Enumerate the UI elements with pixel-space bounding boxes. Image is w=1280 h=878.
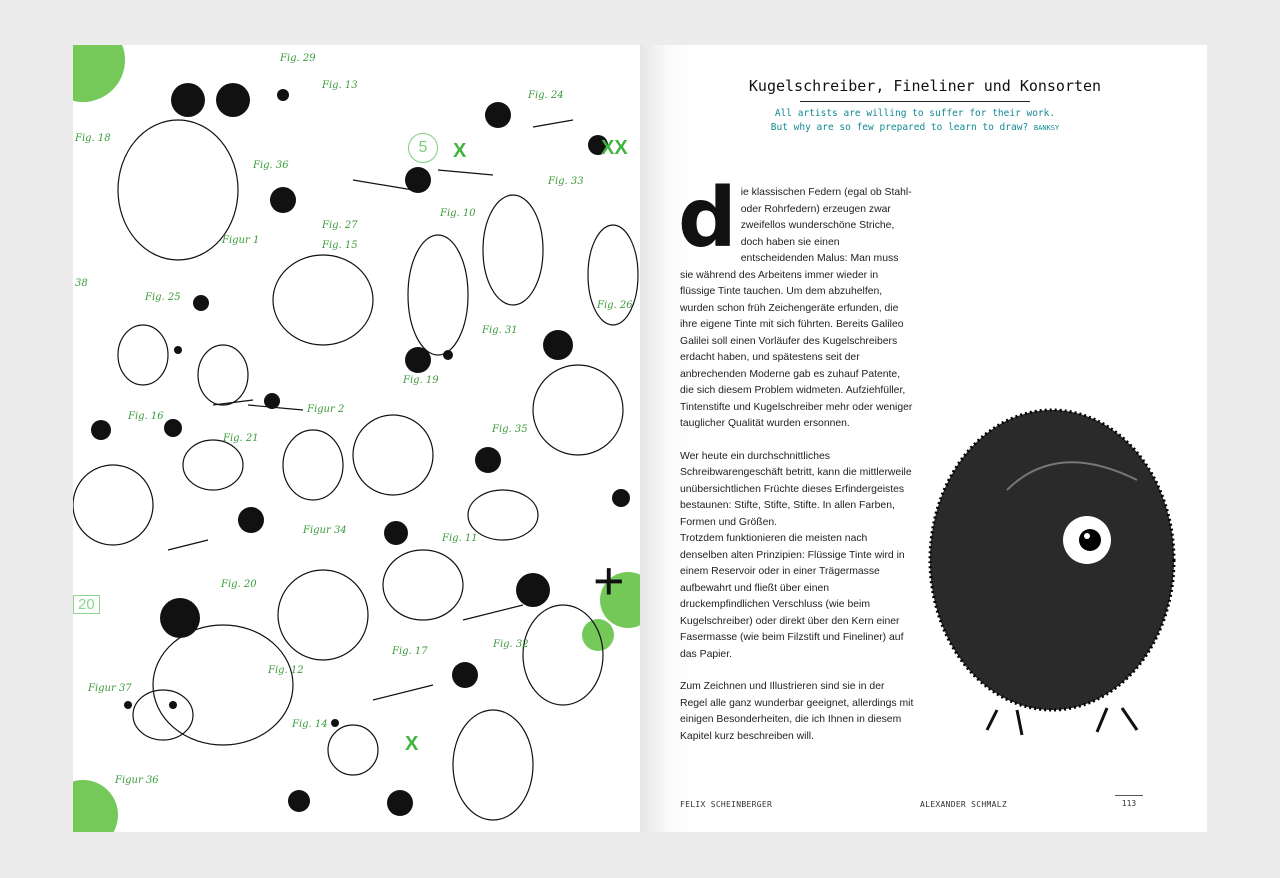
paragraph-1-rest: Malus: Man muss sie während des Arbeitens immer wieder in flüssige Tinte tauchen. Um dem abzuhelfen, wurden schon früh Zeichengeräte erfunden, die ihre eigene Tinte mit sich führten. Bereits Galileo Galilei soll einen Vorläufer des Kugelschreibers erdacht haben, und spätestens seit der anbrechenden Moderne gab es zuhauf Patente, die sich diesem Problem widmeten. Aufziehfüller, Tintenstifte und Kugelschreiber mehr oder weniger tauglicher Qualität wurden ersonnen. — [680, 253, 913, 429]
figure-label: Figur 36 — [115, 775, 159, 786]
epigraph — [720, 107, 1110, 135]
paragraph-2b: Trotzdem funktionieren die meisten nach denselben alten Prinzipien: Flüssige Tinte wird in einem Reservoir oder in einer Trägermasse aufbewahrt und fließt über einen druckempfindlichen Verschluss (wie beim Kugelschreiber) oder direkt über den Kern einer Fasermasse (wie beim Filzstift und Fineliner) auf das Papier. — [680, 533, 905, 660]
figure-label: Fig. 13 — [322, 80, 358, 91]
owl-drawing — [902, 380, 1202, 750]
quote-source: BANKSY — [1033, 124, 1060, 132]
quote-line-2: But why are so few prepared to learn to draw? — [770, 122, 1029, 133]
figure-label: Fig. 27 — [322, 220, 358, 231]
figure-label: Fig. 21 — [223, 433, 259, 444]
paragraph-1 — [678, 171, 914, 433]
footer-author-2: ALEXANDER SCHMALZ — [920, 800, 1007, 809]
figure-label: Fig. 20 — [221, 579, 257, 590]
drop-cap: d — [678, 171, 737, 266]
paragraph-1-lead: ie klassischen Federn (egal ob Stahl- oder Rohrfedern) erzeugen zwar zweifellos wunderschöne Striche, doch haben sie einen entscheidenden — [740, 187, 912, 264]
figure-label: Fig. 15 — [322, 240, 358, 251]
right-page — [640, 45, 1207, 832]
figure-label: Fig. 12 — [268, 665, 304, 676]
figure-label: Figur 1 — [222, 235, 260, 246]
figure-label: Fig. 10 — [440, 208, 476, 219]
quote-line-1: All artists are willing to suffer for their work. — [774, 108, 1056, 119]
left-page-illustration — [73, 45, 640, 832]
figure-label: Fig. 31 — [482, 325, 518, 336]
figure-label: 38 — [75, 278, 88, 289]
figure-label: Fig. 33 — [548, 176, 584, 187]
page-number: 113 — [1115, 795, 1143, 808]
figure-label: Figur 34 — [303, 525, 347, 536]
figure-label: Fig. 16 — [128, 411, 164, 422]
figure-label: Figur 2 — [307, 404, 345, 415]
stamp-mark: X — [405, 733, 419, 755]
paragraph-2a: Wer heute ein durchschnittliches Schreibwarengeschäft betritt, kann die mittlerweile unübersichtlichen Früchte dieses Erfindergeistes bestaunen: Stifte, Stifte, Stifte. In allen Farben, Formen und Größen. — [680, 450, 912, 528]
stamp-mark: X — [453, 140, 467, 162]
stamp-mark: 20 — [73, 595, 100, 614]
figure-label: Fig. 14 — [292, 719, 328, 730]
bird-sketches-illustration — [73, 45, 640, 832]
figure-label: Fig. 26 — [597, 300, 633, 311]
title-rule — [800, 101, 1030, 102]
body-text-column — [678, 171, 914, 745]
figure-label: Fig. 25 — [145, 292, 181, 303]
figure-label: Fig. 17 — [392, 646, 428, 657]
chapter-title: Kugelschreiber, Fineliner und Konsorten — [748, 77, 1102, 95]
figure-label: Fig. 32 — [493, 639, 529, 650]
figure-label: Fig. 35 — [492, 424, 528, 435]
paragraph-3: Zum Zeichnen und Illustrieren sind sie in der Regel alle ganz wunderbar geeignet, allerdings mit einigen Besonderheiten, die ich Ihnen in diesem Kapitel kurz beschreiben will. — [680, 681, 914, 742]
stamp-mark: 5 — [408, 133, 438, 163]
footer-author-1: FELIX SCHEINBERGER — [680, 800, 773, 809]
stamp-mark: XX — [601, 137, 628, 159]
figure-label: Fig. 19 — [403, 375, 439, 386]
figure-label: Fig. 18 — [75, 133, 111, 144]
figure-label: Fig. 29 — [280, 53, 316, 64]
plus-mark: + — [593, 551, 625, 611]
figure-label: Figur 37 — [88, 683, 132, 694]
figure-label: Fig. 11 — [442, 533, 478, 544]
figure-label: Fig. 36 — [253, 160, 289, 171]
figure-label: Fig. 24 — [528, 90, 564, 101]
